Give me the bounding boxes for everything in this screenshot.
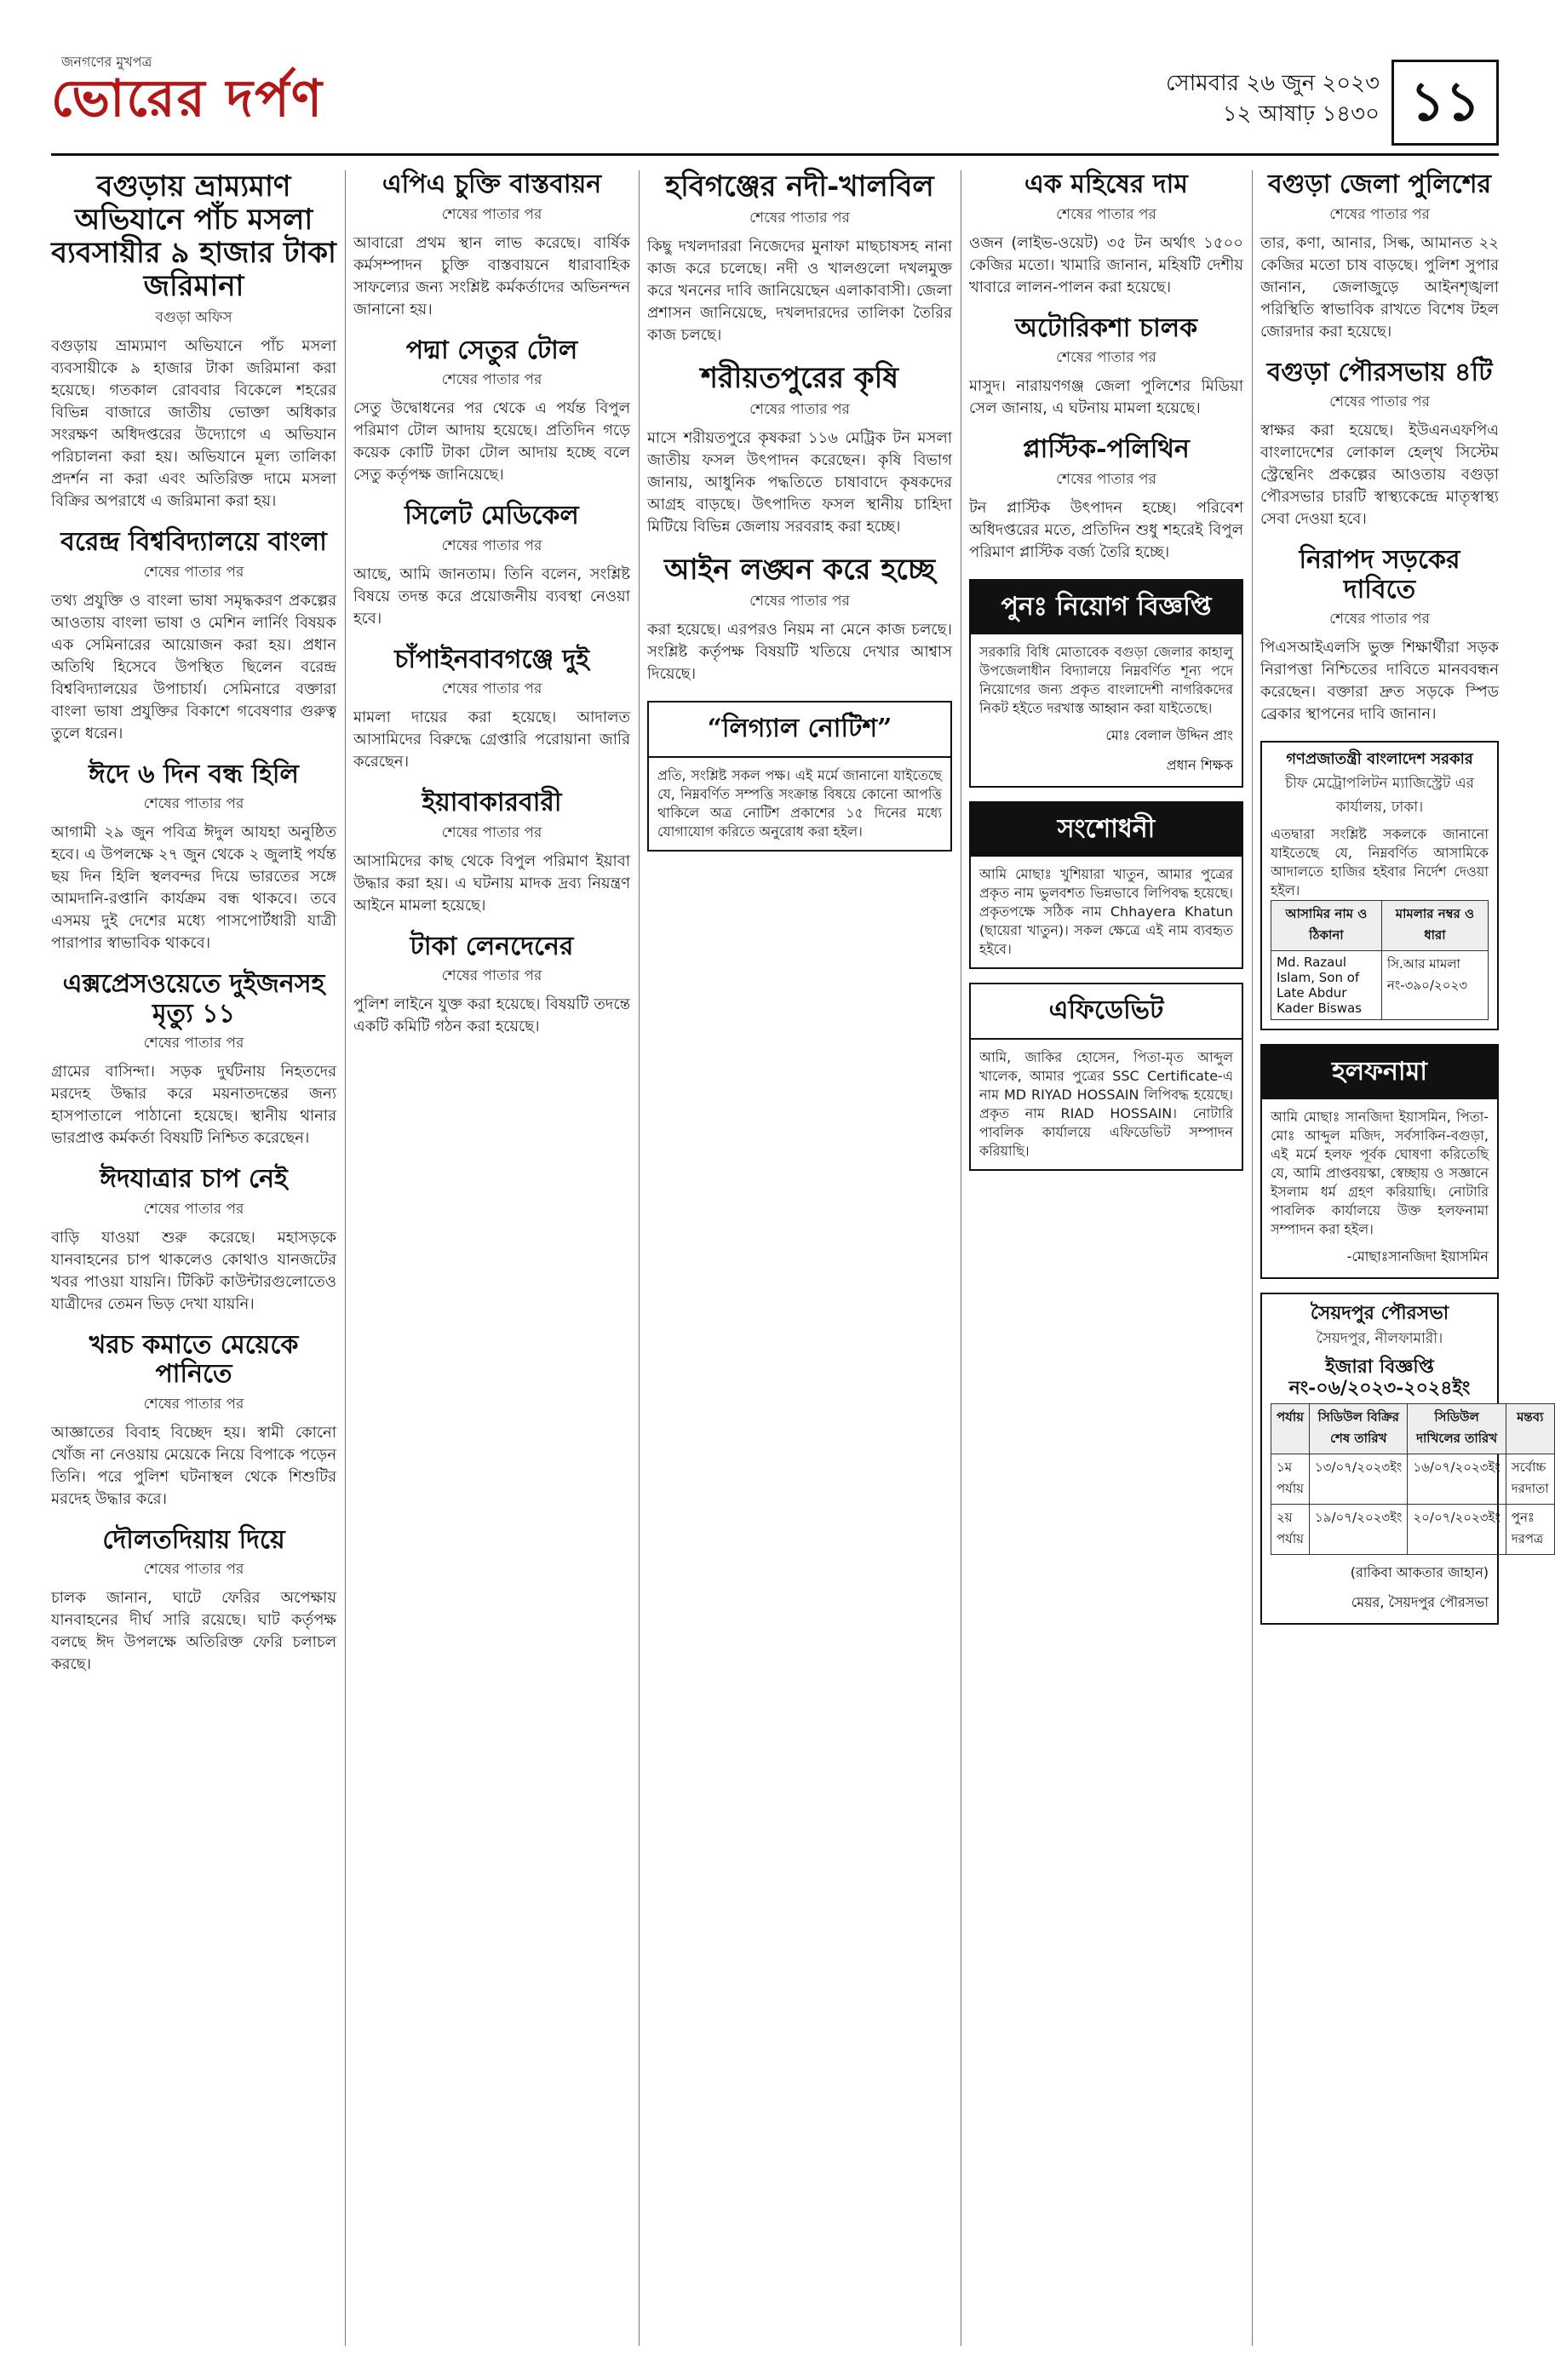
table-cell: পুনঃ দরপত্র (1506, 1504, 1554, 1554)
dateline (1166, 68, 1380, 129)
story-hili-closed (51, 759, 341, 955)
story-body: মাসে শরীয়তপুরে কৃষকরা ১১৬ মেট্রিক টন মসলা জাতীয় ফসল উৎপাদন করেছেন। কৃষি বিভাগ জানায়, আধুনিক পদ্ধতিতে চাষাবাদে কৃষকদের আগ্রহ বাড়ছে। উৎপাদিত ফসল স্থানীয় চাহিদা মিটিয়ে বিভিন্ন জেলায় সরবরাহ করা হচ্ছে। (647, 429, 957, 536)
table-cell: ২য় পর্যায় (1271, 1504, 1310, 1554)
story-body: গ্রামের বাসিন্দা। সড়ক দুর্ঘটনায় নিহতদের মরদেহ উদ্ধার করে ময়নাতদন্তের জন্য হাসপাতালে পাঠানো হয়েছে। স্থানীয় থানার ভারপ্রাপ্ত কর্মকর্তা বিষয়টি নিশ্চিত করেছেন। (51, 1063, 341, 1148)
continued-label: শেষের পাতার পর (1329, 393, 1430, 410)
affidavit-ad (969, 983, 1243, 1171)
story-body: বাড়ি যাওয়া শুরু করেছে। মহাসড়কে যানবাহনের চাপ থাকলেও কোথাও যানজটের খবর পাওয়া যায়নি। টিকিট কাউন্টারগুলোতেও যাত্রীদের তেমন ভিড় দেখা যায়নি। (51, 1228, 341, 1313)
continued-label: শেষের পাতার পর (1056, 205, 1156, 223)
notice-office: চীফ মেট্রোপলিটন ম্যাজিস্ট্রেট এর কার্যালয়, ঢাকা। (1285, 774, 1474, 816)
story-bogura-police (1260, 169, 1504, 343)
notice-org: গণপ্রজাতন্ত্রী বাংলাদেশ সরকার (1286, 750, 1473, 768)
column-2 (353, 169, 635, 2346)
notice-place: সৈয়দপুর, নীলফামারী। (1316, 1329, 1443, 1347)
continued-label: শেষের পাতার পর (441, 205, 542, 223)
headline: শরীয়তপুরের কৃষি (700, 361, 899, 396)
table-cell: ১ম পর্যায় (1271, 1454, 1310, 1504)
story-body: করা হয়েছে। এরপরও নিয়ম না মেনে কাজ চলছে। সংশ্লিষ্ট কর্তৃপক্ষ বিষয়টি খতিয়ে দেখার আশ্বাস দিয়েছে। (647, 621, 957, 684)
ad-body: সরকারি বিধি মোতাবেক বগুড়া জেলার কাহালু উপজেলাধীন বিদ্যালয়ে নিম্নবর্ণিত শূন্য পদে নিয়োগের জন্য প্রকৃত বাংলাদেশী নাগরিকদের নিকট হইতে দরখাস্ত আহ্বান করা যাইতেছে। (979, 643, 1238, 716)
story-body: তার, কণা, আনার, সিল্ক, আমানত ২২ কেজির মতো চাষ বাড়ছে। পুলিশ সুপার জানান, জেলাজুড়ে আইনশৃঙ্খলা পরিস্থিতি স্বাভাবিক রাখতে বিশেষ টহল জোরদার করা হয়েছে। (1260, 233, 1504, 341)
continued-label: শেষের পাতার পর (143, 1561, 244, 1579)
ad-signature: মোঃ বেলাল উদ্দিন প্রাং (1105, 726, 1233, 743)
story-yaba (353, 788, 635, 917)
story-autorickshaw (969, 313, 1248, 421)
story-daulatdia (51, 1524, 341, 1677)
table-header: সিডিউল বিক্রির শেষ তারিখ (1310, 1403, 1408, 1454)
continued-label: শেষের পাতার পর (1329, 611, 1430, 628)
headline: বগুড়ায় ভ্রাম্যমাণ অভিযানে পাঁচ মসলা ব্যবসায়ীর ৯ হাজার টাকা জরিমানা (51, 169, 336, 304)
continued-label: শেষের পাতার পর (441, 680, 542, 697)
headline: এক মহিষের দাম (1024, 169, 1188, 199)
headline: অটোরিকশা চালক (1014, 313, 1198, 343)
story-body: পুলিশ লাইনে যুক্ত করা হয়েছে। বিষয়টি তদন্তে একটি কমিটি গঠন করা হয়েছে। (353, 995, 635, 1035)
column-1 (51, 169, 341, 2346)
byline: বগুড়া অফিস (155, 309, 232, 327)
story-shariatpur-agri (647, 361, 957, 538)
story-body: বগুড়ায় ভ্রাম্যমাণ অভিযানে পাঁচ মসলা ব্যবসায়ীকে ৯ হাজার টাকা জরিমানা করা হয়েছে। গতকাল রোববার বিকেলে শহরের বিভিন্ন বাজারে জাতীয় ভোক্তা অধিকার সংরক্ষণ অধিদপ্তরের উদ্যোগে এ অভিযান পরিচালনা করা হয়। অভিযানে মূল্য তালিকা প্রদর্শন না করা এবং অতিরিক্ত দামে মসলা বিক্রির অপরাধে এ জরিমানা করা হয়। (51, 337, 341, 511)
story-buffalo-price (969, 169, 1248, 299)
ad-body: প্রতি, সংশ্লিষ্ট সকল পক্ষ। এই মর্মে জানানো যাইতেছে যে, নিম্নবর্ণিত সম্পত্তি সংক্রান্ত বিষয়ে কোনো আপত্তি থাকিলে অত্র নোটিশ প্রকাশের ১৫ দিনের মধ্যে যোগাযোগ করিতে অনুরোধ করা হইল। (657, 767, 947, 840)
notice-title: ইজারা বিজ্ঞপ্তি নং-০৬/২০২৩-২০২৪ইং (1288, 1355, 1471, 1400)
story-plastic (969, 434, 1248, 564)
continued-label: শেষের পাতার পর (143, 1395, 244, 1413)
column-rule (345, 170, 346, 2346)
continued-label: শেষের পাতার পর (749, 401, 850, 419)
story-sylhet-medical (353, 501, 635, 630)
headline: বগুড়া জেলা পুলিশের (1268, 169, 1491, 199)
table-header: মামলার নম্বর ও ধারা (1381, 900, 1488, 950)
ad-title: পুনঃ নিয়োগ বিজ্ঞপ্তি (971, 581, 1242, 634)
column-5 (1260, 169, 1549, 2346)
table-cell: ১৬/০৭/২০২৩ইং (1408, 1454, 1506, 1504)
ad-title: “লিগ্যাল নোটিশ” (649, 703, 950, 758)
story-body: আছে, আমি জানতাম। তিনি বলেন, সংশ্লিষ্ট বিষয়ে তদন্ত করে প্রয়োজনীয় ব্যবস্থা নেওয়া হবে। (353, 565, 635, 628)
story-body: আগামী ২৯ জুন পবিত্র ঈদুল আযহা অনুষ্ঠিত হবে। এ উপলক্ষে ২৭ জুন থেকে ২ জুলাই পর্যন্ত ছয় দিন হিলি স্থলবন্দর দিয়ে ভারতের সঙ্গে আমদানি-রপ্তানি কার্যক্রম বন্ধ থাকবে। তবে এসময় দুই দেশের মধ্যে পাসপোর্টধারী যাত্রী পারাপার স্বাভাবিক থাকবে। (51, 823, 341, 953)
date-gregorian: সোমবার ২৬ জুন ২০২৩ (1165, 71, 1380, 96)
headline: বগুড়া পৌরসভায় ৪টি (1266, 357, 1493, 387)
story-spice-fine (51, 169, 341, 513)
table-header: পর্যায় (1271, 1403, 1310, 1454)
story-barendra-university (51, 527, 341, 745)
continued-label: শেষের পাতার পর (441, 536, 542, 554)
story-eid-travel (51, 1164, 341, 1316)
table-cell: ২০/০৭/২০২৩ইং (1408, 1504, 1506, 1554)
headline: এক্সপ্রেসওয়েতে দুইজনসহ মৃত্যু ১১ (62, 969, 325, 1029)
correction-ad (969, 801, 1243, 969)
story-chapainawabganj (353, 644, 635, 774)
story-body: স্বাক্ষর করা হয়েছে। ইউএনএফপিএ বাংলাদেশের লোকাল হেল্থ সিস্টেম স্ট্রেন্থেনিং প্রকল্পের আওতায় বগুড়া পৌরসভার চারটি স্বাস্থ্যকেন্দ্রে মাতৃস্বাস্থ্য সেবা দেওয়া হবে। (1260, 422, 1504, 528)
story-bogura-municipality (1260, 357, 1504, 531)
headline: বরেন্দ্র বিশ্ববিদ্যালয়ে বাংলা (60, 527, 327, 558)
ijara-table (1271, 1403, 1555, 1555)
story-body: ওজন (লাইভ-ওয়েট) ৩৫ টন অর্থাৎ ১৫০০ কেজির মতো। খামারি জানান, মহিষটি দেশীয় খাবারে লালন-পালন করা হয়েছে। (969, 233, 1248, 296)
story-body: আসামিদের কাছ থেকে বিপুল পরিমাণ ইয়াবা উদ্ধার করা হয়। এ ঘটনায় মাদক দ্রব্য নিয়ন্ত্রণ আইনে মামলা হয়েছে। (353, 852, 635, 915)
ad-signature: (রাকিবা আকতার জাহান) (1350, 1563, 1489, 1580)
column-4 (969, 169, 1248, 2346)
column-rule (1252, 170, 1253, 2346)
table-cell: Md. Razaul Islam, Son of Late Abdur Kader Biswas (1271, 950, 1382, 1019)
headline: দৌলতদিয়ায় দিয়ে (102, 1524, 285, 1555)
story-body: সেতু উদ্বোধনের পর থেকে এ পর্যন্ত বিপুল পরিমাণ টোল আদায় হয়েছে। প্রতিদিন গড়ে কয়েক কোটি টাকা টোল আদায় হচ্ছে বলে সেতু কর্তৃপক্ষ জানিয়েছে। (353, 399, 635, 484)
ad-body: আমি, জাকির হোসেন, পিতা-মৃত আব্দুল খালেক, আমার পুত্রের SSC Certificate-এ নাম MD RIYAD HOSSAIN লিপিবদ্ধ হয়েছে। প্রকৃত নাম RIAD HOSSAIN। নোটারি পাবলিক কার্যালয়ে এফিডেভিট সম্পাদন করিয়াছি। (979, 1048, 1238, 1159)
story-body: কিছু দখলদাররা নিজেদের মুনাফা মাছচাষসহ নানা কাজ করে চলেছে। নদী ও খালগুলো দখলমুক্ত করে খননের দাবি জানিয়েছেন এলাকাবাসী। জেলা প্রশাসন জানিয়েছে, দখলদারদের তালিকা তৈরির কাজ চলছে। (647, 238, 957, 345)
notice-org: সৈয়দপুর পৌরসভা (1310, 1301, 1449, 1324)
continued-label: শেষের পাতার পর (749, 593, 850, 611)
table-row (1271, 1504, 1555, 1554)
headline: এপিএ চুক্তি বাস্তবায়ন (382, 169, 602, 199)
headline: খরচ কমাতে মেয়েকে পানিতে (89, 1329, 299, 1390)
story-safe-road (1260, 545, 1504, 725)
story-body: চালক জানান, ঘাটে ফেরির অপেক্ষায় যানবাহনের দীর্ঘ সারি রয়েছে। ঘাট কর্তৃপক্ষ বলছে ঈদ উপলক্ষে অতিরিক্ত ফেরি চলাচল করছে। (51, 1589, 341, 1674)
story-body: আজ্ঞাতের বিবাহ বিচ্ছেদ হয়। স্বামী কোনো খোঁজ না নেওয়ায় মেয়েকে নিয়ে বিপাকে পড়েন তিনি। পরে পুলিশ ঘটনাস্থল থেকে শিশুটির মরদেহ উদ্ধার করে। (51, 1423, 341, 1508)
continued-label: শেষের পাতার পর (143, 795, 244, 813)
ad-title: সংশোধনী (971, 803, 1242, 857)
ad-body: আমি মোছাঃ খুশিয়ারা খাতুন, আমার পুত্রের প্রকৃত নাম ভুলবশত ভিন্নভাবে লিপিবদ্ধ হয়েছে। প্রকৃতপক্ষে সঠিক নাম Chhayera Khatun (ছায়েরা খাতুন)। সকল ক্ষেত্রে এই নাম ব্যবহৃত হইবে। (979, 865, 1238, 957)
headline: ঈদে ৬ দিন বন্ধ হিলি (89, 759, 299, 789)
notice-table (1271, 900, 1489, 1020)
legal-notice-ad (647, 701, 952, 852)
story-body: মামলা দায়ের করা হয়েছে। আদালত আসামিদের বিরুদ্ধে গ্রেপ্তারি পরোয়ানা জারি করেছেন। (353, 708, 635, 771)
table-header: সিডিউল দাখিলের তারিখ (1408, 1403, 1506, 1454)
masthead (51, 54, 1499, 156)
table-cell: সি.আর মামলা নং-৩৯০/২০২৩ (1381, 950, 1488, 1019)
headline: নিরাপদ সড়কের দাবিতে (1299, 545, 1460, 605)
hofnama-ad (1260, 1044, 1499, 1279)
story-apa (353, 169, 635, 321)
headline: চাঁপাইনবাবগঞ্জে দুই (394, 644, 589, 674)
headline: টাকা লেনদেনের (410, 931, 574, 961)
table-row (1271, 1454, 1555, 1504)
story-habiganj-rivers (647, 169, 957, 347)
headline: আইন লঙ্ঘন করে হচ্ছে (663, 553, 936, 588)
headline: হবিগঞ্জের নদী-খালবিল (665, 169, 934, 204)
notice-body: এতদ্বারা সংশ্লিষ্ট সকলকে জানানো যাইতেছে যে, নিম্নবর্ণিত আসামিকে আদালতে হাজির হইবার নির্দেশ দেওয়া হইল। (1271, 825, 1494, 898)
continued-label: শেষের পাতার পর (749, 209, 850, 227)
ad-body: আমি মোছাঃ সানজিদা ইয়াসমিন, পিতা-মোঃ আব্দুল মজিদ, সর্বসাকিন-বগুড়া, এই মর্মে হলফ পূর্বক ঘোষণা করিতেছি যে, আমি প্রাপ্তবয়স্কা, স্বেচ্ছায় ও সজ্ঞানে ইসলাম ধর্ম গ্রহণ করিয়াছি। নোটারি পাবলিক কার্যালয়ে উক্ত হলফনামা সম্পাদন করা হইল। (1271, 1108, 1494, 1237)
headline: পদ্মা সেতুর টোল (405, 335, 578, 365)
govt-court-notice (1260, 741, 1499, 1030)
table-header: মন্তব্য (1506, 1403, 1554, 1454)
story-expressway-deaths (51, 969, 341, 1150)
continued-label: শেষের পাতার পর (441, 823, 542, 841)
story-body: আবারো প্রথম স্থান লাভ করেছে। বার্ষিক কর্মসম্পাদন চুক্তি বাস্তবায়নে ধারাবাহিক সাফল্যের জন্য সংশ্লিষ্ট কর্মকর্তাদের অভিনন্দন জানানো হয়। (353, 233, 635, 318)
newspaper-logo: ভোরের দর্পণ (51, 69, 324, 129)
story-body: টন প্লাস্টিক উৎপাদন হচ্ছে। পরিবেশ অধিদপ্তরের মতে, প্রতিদিন শুধু শহরেই বিপুল পরিমাণ প্লাস্টিক বর্জ্য তৈরি হচ্ছে। (969, 498, 1248, 561)
date-bangla: ১২ আষাঢ় ১৪৩০ (1222, 101, 1380, 127)
continued-label: শেষের পাতার পর (441, 967, 542, 984)
story-law-violation (647, 553, 957, 685)
ad-signature-role: প্রধান শিক্ষক (1166, 756, 1233, 773)
table-cell: ১৯/০৭/২০২৩ইং (1310, 1504, 1408, 1554)
story-daughter-water (51, 1329, 341, 1511)
continued-label: শেষের পাতার পর (1056, 470, 1156, 488)
page-number: ১১ (1391, 60, 1499, 146)
headline: সিলেট মেডিকেল (405, 501, 579, 530)
continued-label: শেষের পাতার পর (1056, 349, 1156, 366)
ad-title: হলফনামা (1262, 1046, 1497, 1099)
headline: ঈদযাত্রার চাপ নেই (100, 1164, 288, 1195)
ad-title: এফিডেভিট (971, 984, 1242, 1040)
ad-signature-role: মেয়র, সৈয়দপুর পৌরসভা (1351, 1593, 1489, 1610)
table-cell: ১৩/০৭/২০২৩ইং (1310, 1454, 1408, 1504)
story-body: তথ্য প্রযুক্তি ও বাংলা ভাষা সমৃদ্ধকরণ প্রকল্পের আওতায় বাংলা ভাষা ও মেশিন লার্নিং বিষয়ক এক সেমিনারের আয়োজন করা হয়। প্রধান অতিথি হিসেবে উপস্থিত ছিলেন বরেন্দ্র বিশ্ববিদ্যালয়ের উপাচার্য। সেমিনারে বক্তারা বাংলা ভাষা প্রযুক্তির বিকাশে গবেষণার গুরুত্ব তুলে ধরেন। (51, 591, 341, 743)
table-header: আসামির নাম ও ঠিকানা (1271, 900, 1382, 950)
continued-label: শেষের পাতার পর (143, 1035, 244, 1052)
story-body: পিএসআইএলসি ভুক্ত শিক্ষার্থীরা সড়ক নিরাপত্তা নিশ্চিতের দাবিতে মানববন্ধন করেছেন। বক্তারা দ্রুত সড়কে স্পিড ব্রেকার স্থাপনের দাবি জানান। (1260, 639, 1504, 723)
table-row (1271, 950, 1489, 1019)
story-padma-toll (353, 335, 635, 487)
ijara-notice (1260, 1293, 1549, 1625)
continued-label: শেষের পাতার পর (143, 1200, 244, 1218)
continued-label: শেষের পাতার পর (143, 563, 244, 581)
story-money-transaction (353, 931, 635, 1039)
logo-tagline: জনগণের মুখপত্র (61, 54, 152, 70)
column-rule (639, 170, 640, 2346)
continued-label: শেষের পাতার পর (1329, 205, 1430, 223)
table-cell: সর্বোচ্চ দরদাতা (1506, 1454, 1554, 1504)
headline: ইয়াবাকারবারী (422, 788, 562, 817)
headline: প্লাস্টিক-পলিথিন (1023, 434, 1190, 464)
ad-signature: -মোছাঃসানজিদা ইয়াসমিন (1346, 1247, 1489, 1265)
job-ad (969, 579, 1243, 788)
continued-label: শেষের পাতার পর (441, 371, 542, 388)
column-3 (647, 169, 957, 2346)
story-body: মাসুদ। নারায়ণগঞ্জ জেলা পুলিশের মিডিয়া সেল জানায়, এ ঘটনায় মামলা হয়েছে। (969, 377, 1248, 417)
